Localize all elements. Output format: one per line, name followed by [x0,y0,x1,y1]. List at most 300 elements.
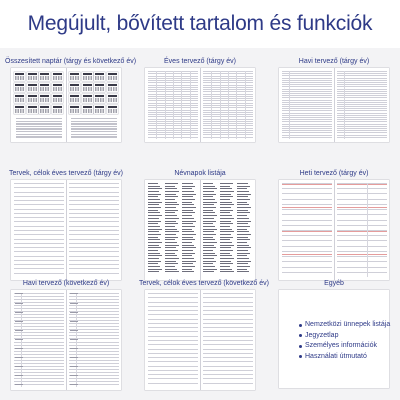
ruling-line [337,199,387,200]
text-line [182,202,192,203]
ruling-line [203,353,253,354]
text-line [220,215,232,216]
text-line [237,191,249,192]
mini-calendar-body [95,76,104,81]
text-line [220,255,232,256]
mini-calendar-icon [82,105,93,114]
ruling-line [148,314,198,315]
text-line [203,271,214,272]
mini-calendar-body [108,76,117,81]
text-line [203,255,217,256]
ruling-line [203,340,253,341]
text-line [203,242,217,243]
mini-calendar-body [40,98,49,103]
text-line [182,196,193,197]
text-line [203,261,216,262]
ruling-line [69,196,119,197]
mini-calendar-body [15,76,24,81]
text-line [71,134,117,135]
text-line [237,255,247,256]
ruling-line [14,345,64,346]
text-line [148,204,159,205]
mini-calendar-icon [14,72,25,81]
ruling-line [69,369,119,370]
ruling-line [337,256,387,257]
text-line [165,237,178,238]
list-item-label: Használati útmutató [305,352,367,360]
text-line [148,245,159,246]
text-line [220,269,232,270]
ruling-line [69,360,119,361]
text-line [220,196,233,197]
ruling-line [282,261,332,262]
text-line [237,218,249,219]
text-line [220,186,230,187]
ruling-line [148,336,198,337]
ruling-line [14,226,64,227]
text-line [71,136,117,137]
column-line [76,293,77,387]
text-line [203,183,213,184]
ruling-line [148,344,198,345]
text-line [15,366,23,367]
panel-caption: Éves tervező (tárgy év) [164,58,236,65]
text-line [220,250,233,251]
text-line [237,245,249,246]
ruling-line [69,305,119,306]
text-line [148,226,160,227]
text-line [148,215,162,216]
mini-calendar-icon [107,94,118,103]
mini-calendar-header [28,106,37,108]
day-divider [337,207,387,208]
text-line [71,121,117,122]
ruling-line [14,256,64,257]
column-line [344,71,345,139]
ruling-line [282,126,332,127]
ruling-line [14,372,64,373]
mini-calendar-icon [69,83,80,92]
text-line [182,218,194,219]
ruling-line [148,340,198,341]
ruling-line [148,306,198,307]
text-line [148,269,162,270]
ruling-line [337,135,387,136]
mini-calendar-body [83,87,92,92]
text-line [182,271,194,272]
text-line [148,237,158,238]
ruling-line [69,326,119,327]
ruling-line [69,226,119,227]
mini-calendar-body [108,98,117,103]
text-line [220,223,233,224]
column-line [190,71,191,139]
ruling-line [337,104,387,105]
text-line [165,210,178,211]
text-line [203,186,215,187]
egyeb-list [299,320,390,362]
ruling-line [69,332,119,333]
ruling-line [69,213,119,214]
bullet-icon [299,324,302,327]
text-line [182,266,195,267]
ruling-line [148,349,198,350]
text-line [182,215,192,216]
day-divider [282,254,332,255]
ruling-line [282,240,332,241]
ruling-line [14,234,64,235]
spine [200,180,201,280]
mini-calendar-body [28,98,37,103]
text-line [165,196,178,197]
text-line [182,237,193,238]
mini-calendar-header [15,73,24,75]
text-line [70,348,78,349]
text-line [182,250,193,251]
mini-calendar-icon [14,105,25,114]
mini-calendar-header [40,84,49,86]
page-right [337,71,387,139]
text-line [203,210,213,211]
text-line [182,253,195,254]
page-right [337,183,387,277]
mini-calendar-body [28,109,37,114]
text-line [148,255,162,256]
text-line [220,234,231,235]
mini-calendar-header [83,73,92,75]
text-line [182,199,195,200]
list-item [299,352,390,363]
ruling-line [282,251,332,252]
text-line [220,194,231,195]
panel-caption: Havi tervező (következő év) [22,280,110,287]
text-line [148,212,160,213]
mini-calendar-header [83,95,92,97]
mini-calendar-icon [27,72,38,81]
text-line [165,263,178,264]
text-line [71,118,117,119]
text-line [220,191,234,192]
mini-calendar-body [70,109,79,114]
panel-caption: Egyéb [324,280,344,287]
mini-calendar-header [108,106,117,108]
text-line [70,330,78,331]
ruling-line [14,354,64,355]
mini-calendar-icon [94,83,105,92]
ruling-line [148,302,198,303]
ruling-line [69,192,119,193]
ruling-line [14,209,64,210]
ruling-line [282,75,332,76]
day-divider [282,184,332,185]
ruling-line [203,357,253,358]
ruling-line [69,217,119,218]
ruling-line [14,335,64,336]
text-line [15,312,23,313]
ruling-line [148,378,198,379]
day-divider [337,254,387,255]
text-line [237,266,250,267]
text-line [182,239,195,240]
text-line [203,269,217,270]
ruling-line [148,374,198,375]
text-line [182,223,193,224]
mini-calendar-header [40,95,49,97]
mini-calendar-body [15,109,24,114]
ruling-line [69,335,119,336]
ruling-line [148,357,198,358]
mini-calendar-icon [27,83,38,92]
mini-calendar-body [15,87,24,92]
ruling-line [282,106,332,107]
mini-calendar-icon [82,83,93,92]
spine [334,180,335,280]
text-line [203,207,216,208]
ruling-line [282,130,332,131]
panel-heti-tervezo [273,170,395,286]
ruling-line [203,310,253,311]
ruling-line [282,97,332,98]
mini-calendar-icon [69,94,80,103]
ruling-line [14,378,64,379]
ruling-line [282,214,332,215]
ruling-line [14,221,64,222]
ruling-line [148,297,198,298]
text-line [220,231,234,232]
ruling-line [337,102,387,103]
ruling-line [282,91,332,92]
spread-preview-weekly [279,180,389,280]
ruling-line [337,89,387,90]
mini-calendar-body [53,87,62,92]
ruling-line [14,332,64,333]
ruling-line [282,204,332,205]
mini-calendar-header [28,84,37,86]
text-line [203,247,216,248]
text-line [220,210,233,211]
text-line [237,229,247,230]
ruling-line [282,80,332,81]
mini-calendar-header [15,84,24,86]
ruling-line [14,342,64,343]
column-line [21,293,22,387]
text-line [220,202,232,203]
text-line [220,212,230,213]
text-line [237,231,249,232]
ruling-line [282,119,332,120]
ruling-line [14,213,64,214]
text-line [15,303,23,304]
ruling-line [69,342,119,343]
text-line [203,229,217,230]
ruling-line [203,378,253,379]
ruling-line [14,196,64,197]
mini-calendar-body [108,109,117,114]
ruling-line [337,246,387,247]
ruling-line [337,272,387,273]
ruling-line [337,115,387,116]
text-line [203,253,215,254]
text-line [165,226,175,227]
ruling-line [337,117,387,118]
text-line [165,221,176,222]
ruling-line [203,323,253,324]
ruling-line [337,110,387,111]
ruling-line [69,256,119,257]
ruling-line [337,106,387,107]
text-line [220,218,234,219]
text-line [71,131,117,132]
mini-calendar-icon [27,105,38,114]
panel-tervek-celok-kovetkezo [139,280,269,396]
ruling-line [282,124,332,125]
text-line [165,231,179,232]
ruling-line [282,188,332,189]
text-line [16,128,62,129]
ruling-line [337,214,387,215]
ruling-line [337,108,387,109]
ruling-line [14,217,64,218]
text-line [165,215,177,216]
ruling-line [14,351,64,352]
panel-caption: Tervek, célok éves tervező (tárgy év) [9,170,123,177]
ruling-line [337,209,387,210]
ruling-line [203,349,253,350]
text-line [203,204,214,205]
ruling-line [282,100,332,101]
ruling-line [69,323,119,324]
day-divider [282,231,332,232]
page-right [203,183,253,277]
ruling-line [69,296,119,297]
mini-calendar-body [70,98,79,103]
ruling-line [282,108,332,109]
text-line [148,210,158,211]
text-line [237,269,247,270]
text-line [220,253,230,254]
spine [200,68,201,142]
text-line [220,261,231,262]
ruling-line [14,317,64,318]
text-line [15,375,23,376]
text-line [148,199,160,200]
ruling-line [337,240,387,241]
mini-calendar-body [40,87,49,92]
text-line [15,339,23,340]
text-line [148,186,160,187]
text-line [182,204,194,205]
mini-calendar-icon [82,94,93,103]
ruling-line [14,305,64,306]
ruling-line [69,378,119,379]
ruling-line [203,314,253,315]
ruling-line [282,137,332,138]
ruling-line [282,135,332,136]
ruling-line [14,200,64,201]
ruling-line [14,260,64,261]
text-line [15,384,23,385]
text-line [203,258,214,259]
ruling-line [203,383,253,384]
text-line [148,188,162,189]
ruling-line [69,308,119,309]
text-line [182,226,195,227]
ruling-line [14,363,64,364]
text-line [237,253,250,254]
ruling-line [14,314,64,315]
text-line [237,221,251,222]
mini-calendar-header [40,106,49,108]
text-line [165,194,176,195]
column-line [156,71,157,139]
text-line [220,239,230,240]
text-line [182,186,195,187]
ruling-line [14,183,64,184]
column-line [228,71,229,139]
text-line [148,207,161,208]
text-line [148,191,159,192]
ruling-line [148,323,198,324]
text-line [203,199,215,200]
text-line [237,250,248,251]
ruling-line [282,82,332,83]
mini-calendar-header [15,95,24,97]
egyeb-box [279,290,389,388]
bullet-icon [299,355,302,358]
mini-calendar-body [15,98,24,103]
ruling-line [282,95,332,96]
text-line [165,207,176,208]
text-line [203,221,216,222]
ruling-line [282,225,332,226]
ruling-line [14,299,64,300]
text-line [237,263,248,264]
text-line [220,237,233,238]
spine [200,290,201,390]
text-line [70,303,78,304]
ruling-line [282,110,332,111]
ruling-line [69,187,119,188]
mini-calendar-icon [39,94,50,103]
text-line [220,247,231,248]
text-line [148,218,159,219]
text-line [71,128,117,129]
panel-caption: Névnapok listája [174,170,226,177]
mini-calendar-header [83,106,92,108]
text-line [165,229,177,230]
spread-preview-yearly [145,68,255,142]
ruling-line [14,187,64,188]
text-line [182,210,193,211]
mini-calendar-icon [52,83,63,92]
mini-calendar-header [70,95,79,97]
text-line [237,212,250,213]
text-line [165,186,175,187]
ruling-line [282,104,332,105]
spread-preview-calendar [11,68,121,142]
text-line [237,234,251,235]
text-line [148,261,161,262]
mini-calendar-header [108,73,117,75]
text-line [165,258,179,259]
ruling-line [337,261,387,262]
ruling-line [203,331,253,332]
panel-egyeb [273,280,395,396]
text-line [148,263,158,264]
text-line [70,321,78,322]
ruling-line [148,310,198,311]
ruling-line [69,299,119,300]
